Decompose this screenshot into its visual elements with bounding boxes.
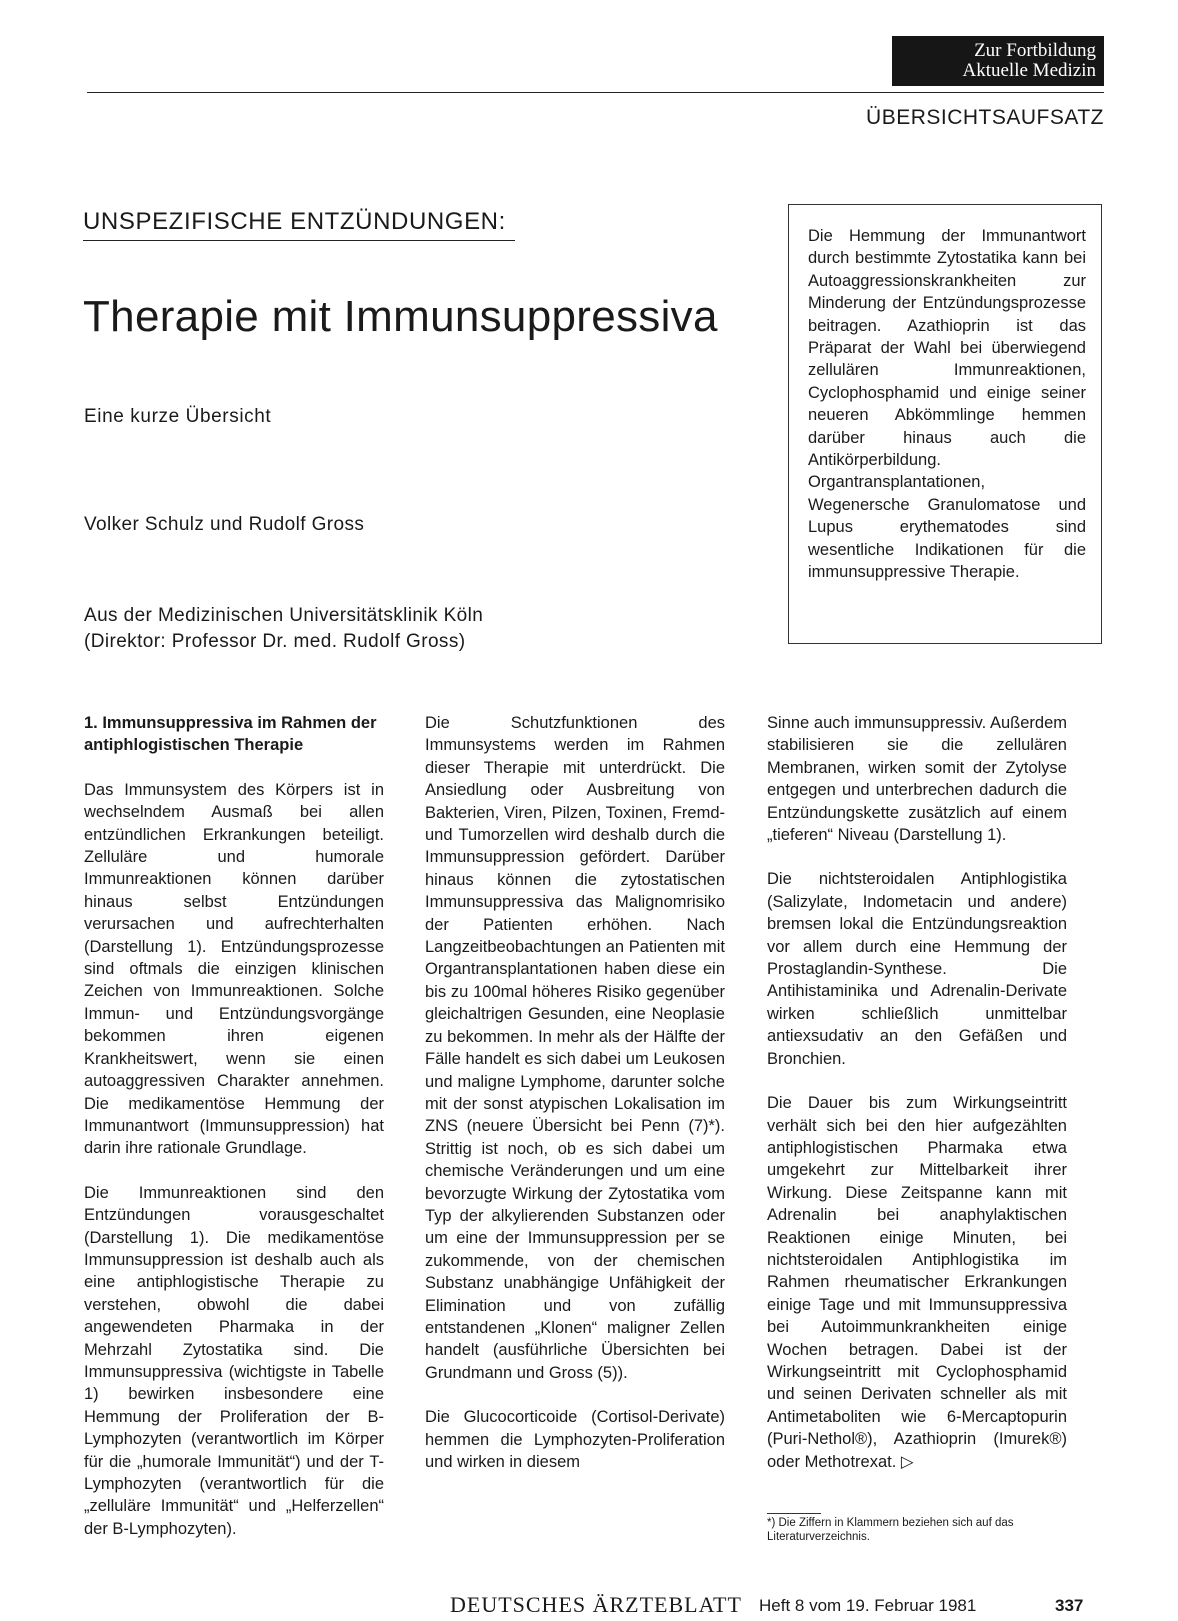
body-column-1 <box>84 712 384 1562</box>
article-kicker: UNSPEZIFISCHE ENTZÜNDUNGEN: <box>83 208 506 235</box>
body-paragraph: Das Immunsystem des Körpers ist in wechselndem Ausmaß bei allen entzündlichen Erkrankungen beteiligt. Zelluläre und humorale Immunreaktionen können darüber hinaus selbst Entzündungen verursachen und aufrechterhalten (Darstellung 1). Entzündungsprozesse sind oftmals die einzigen klinischen Zeichen von Immunreaktionen. Solche Immun- und Entzündungsvorgänge bekommen ihren eigenen Krankheitswert, wenn sie einen autoaggressiven Charakter annehmen. Die medikamentöse Hemmung der Immunantwort (Immunsuppression) hat darin ihre rationale Grundlage. <box>84 780 384 1158</box>
section-badge <box>892 36 1104 86</box>
summary-text: Die Hemmung der Immunantwort durch bestimmte Zytostatika kann bei Autoaggressionskrankheiten zur Minderung der Entzündungsprozesse beitragen. Azathioprin ist das Präparat der Wahl bei überwiegend zellulären Immunreaktionen, Cyclophosphamid und einige seiner neueren Abkömmlinge hemmen darüber hinaus auch die Antikörperbildung. Organtransplantationen, Wegenersche Granulomatose und Lupus erythematodes sind wesentliche Indikationen für die immunsuppressive Therapie. <box>808 227 1086 582</box>
kicker-underline <box>83 240 515 241</box>
header-rule <box>87 92 1104 93</box>
article-affiliation <box>84 603 483 655</box>
body-column-2 <box>425 712 725 1495</box>
article-subtitle: Eine kurze Übersicht <box>84 406 272 427</box>
body-paragraph: Die nichtsteroidalen Antiphlogistika (Salizylate, Indometacin und andere) bremsen lokal die Entzündungsreaktion vor allem durch eine Hemmung der Prostaglandin-Synthese. Die Antihistaminika und Adrenalin-Derivate wirken schließlich unmittelbar antiexsudativ an den Gefäßen und Bronchien. <box>767 870 1067 1068</box>
section-label: ÜBERSICHTSAUFSATZ <box>866 106 1104 129</box>
section-heading: 1. Immunsuppressiva im Rahmen der antiphlogistischen Therapie <box>84 714 377 755</box>
badge-line-1: Zur Fortbildung <box>974 40 1096 61</box>
body-paragraph: Sinne auch immunsuppressiv. Außerdem stabilisieren sie die zellulären Membranen, wirken somit der Zytolyse entgegen und unterbrechen dadurch die Entzündungskette zusätzlich auf einem „tieferen“ Niveau (Darstellung 1). <box>767 714 1067 845</box>
body-paragraph: Die Immunreaktionen sind den Entzündungen vorausgeschaltet (Darstellung 1). Die medikamentöse Immunsuppression ist deshalb auch als eine antiphlogistische Therapie zu verstehen, obwohl die dabei angewendeten Pharmaka in der Mehrzahl Zytostatika sind. Die Immunsuppressiva (wichtigste in Tabelle 1) bewirken insbesondere eine Hemmung der Proliferation der B-Lymphozyten (verantwortlich im Körper für die „humorale Immunität“) und der T-Lymphozyten (verantwortlich für die „zelluläre Immunität“ und „Helferzellen“ der B-Lymphozyten). <box>84 1183 384 1538</box>
body-column-3 <box>767 712 1067 1495</box>
footnote: *) Die Ziffern in Klammern beziehen sich auf das Literaturverzeichnis. <box>767 1517 1014 1543</box>
body-paragraph: Die Glucocorticoide (Cortisol-Derivate) hemmen die Lymphozyten-Proliferation und wirken in diesem <box>425 1408 725 1471</box>
body-paragraph: Die Schutzfunktionen des Immunsystems werden im Rahmen dieser Therapie mit unterdrückt. Die Ansiedlung oder Ausbreitung von Bakterien, Viren, Pilzen, Toxinen, Fremd- und Tumorzellen wird deshalb durch die Immunsuppression gefördert. Darüber hinaus können die zytostatischen Immunsuppressiva das Malignomrisiko der Patienten erhöhen. Nach Langzeitbeobachtungen an Patienten mit Organtransplantationen haben diese ein bis zu 100mal höheres Risiko gegenüber gleichaltrigen Gesunden, eine Neoplasie zu bekommen. In mehr als der Hälfte der Fälle handelt es sich dabei um Leukosen und maligne Lymphome, darunter solche mit der sonst atypischen Lokalisation im ZNS (neuere Übersicht bei Penn (7)*). Strittig ist noch, ob es sich dabei um chemische Veränderungen und um eine bevorzugte Wirkung der Zytostatika vom Typ der alkylierenden Substanzen oder um eine der Immunsuppression per se zukommende, von der chemischen Substanz unabhängige Unfähigkeit der Elimination und von zufällig entstandenen „Klonen“ maligner Zellen handelt (ausführliche Übersichten bei Grundmann und Gross (5)). <box>425 714 725 1382</box>
affiliation-line-1: Aus der Medizinischen Universitätsklinik Köln <box>84 605 484 626</box>
page-number: 337 <box>1055 1596 1084 1615</box>
article-authors: Volker Schulz und Rudolf Gross <box>84 514 365 535</box>
issue-info: Heft 8 vom 19. Februar 1981 <box>759 1596 977 1615</box>
badge-line-2: Aktuelle Medizin <box>962 60 1096 81</box>
journal-masthead: DEUTSCHES ÄRZTEBLATT <box>450 1592 742 1617</box>
footnote-rule <box>767 1513 821 1514</box>
article-title: Therapie mit Immunsuppressiva <box>83 292 718 341</box>
body-paragraph: Die Dauer bis zum Wirkungseintritt verhält sich bei den hier aufgezählten antiphlogistischen Pharmaka etwa umgekehrt zur Mittelbarkeit ihrer Wirkung. Diese Zeitspanne kann mit Adrenalin bei anaphylaktischen Reaktionen einige Minuten, bei nichtsteroidalen Antiphlogistika im Rahmen rheumatischer Erkrankungen einige Tage und mit Immunsuppressiva bei Autoimmunkrankheiten einige Wochen betragen. Dabei ist der Wirkungseintritt mit Cyclophosphamid und seinen Derivaten schneller als mit Antimetaboliten wie 6-Mercaptopurin (Puri-Nethol®), Azathioprin (Imurek®) oder Methotrexat. ▷ <box>767 1094 1067 1471</box>
affiliation-line-2: (Direktor: Professor Dr. med. Rudolf Gross) <box>84 631 466 652</box>
